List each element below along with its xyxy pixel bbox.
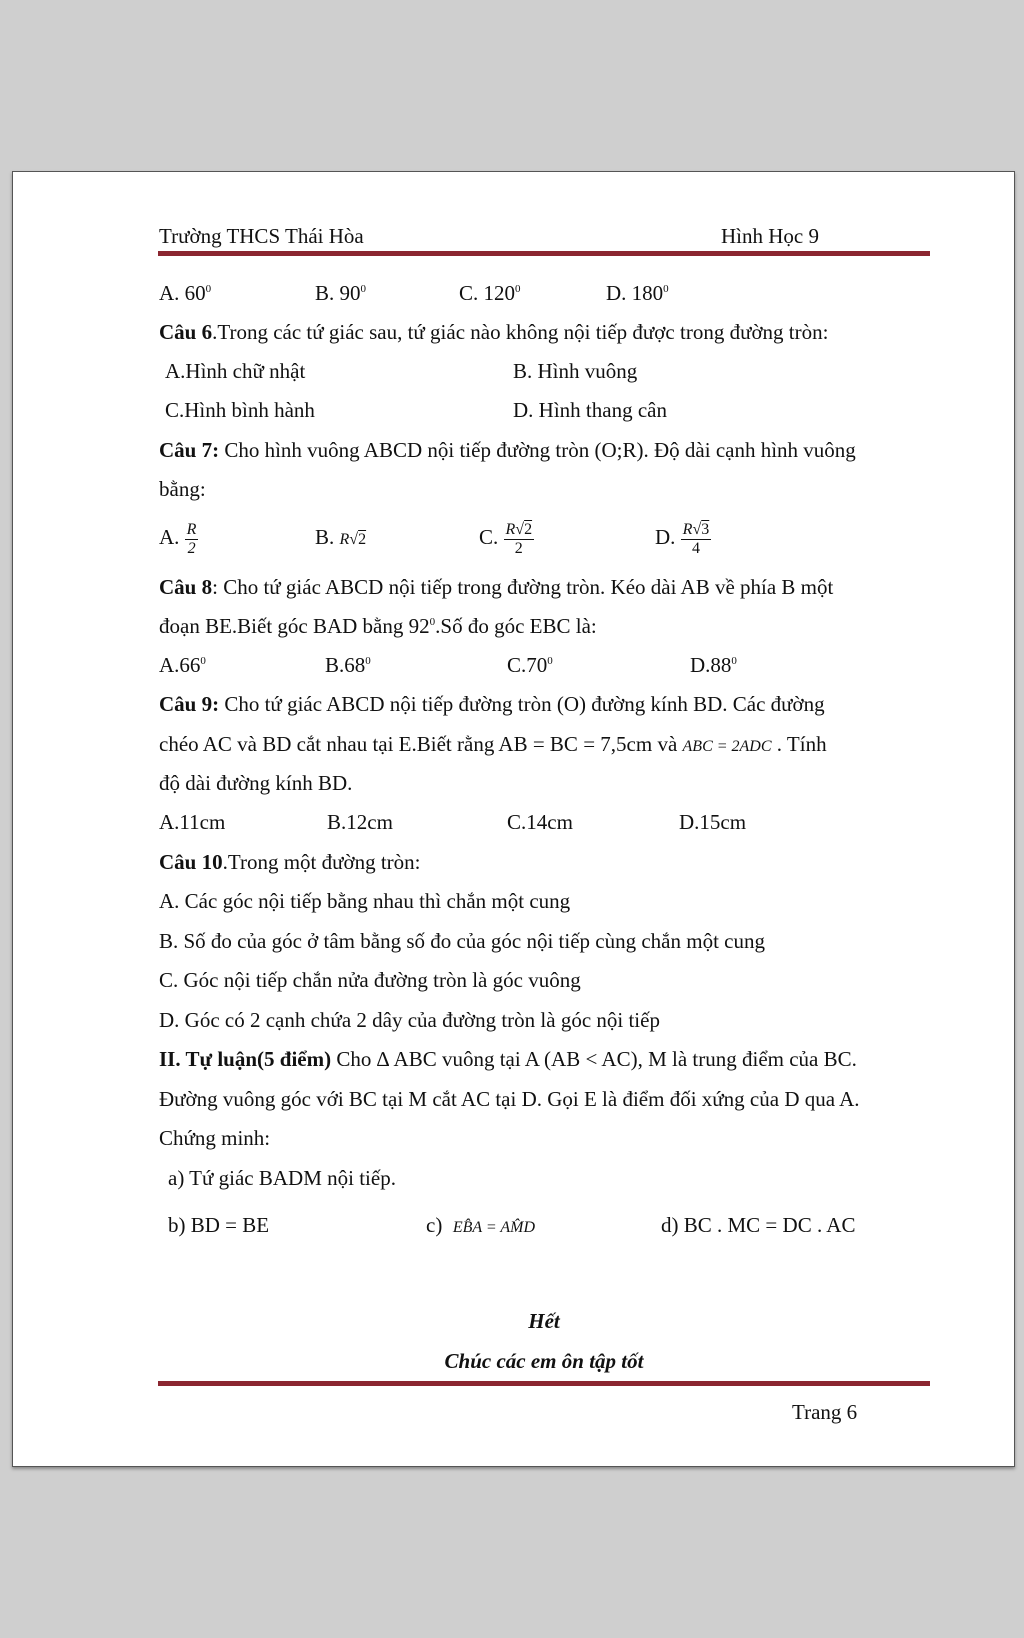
essay-prove-label: Chứng minh: [159, 1126, 271, 1150]
q9-question: Câu 9: Cho tứ giác ABCD nội tiếp đường tròn (O) đường kính BD. Các đường [159, 692, 825, 716]
q9-option-d: D.15cm [679, 810, 747, 834]
footer-rule [158, 1381, 930, 1386]
q8-question: Câu 8: Cho tứ giác ABCD nội tiếp trong đường tròn. Kéo dài AB về phía B một [159, 575, 834, 599]
q9-question-end: độ dài đường kính BD. [159, 771, 353, 795]
essay-part-c: c) EB̂A = AM̂D [426, 1213, 536, 1237]
q9-option-a: A.11cm [159, 810, 226, 834]
essay-part-d: d) BC . MC = DC . AC [661, 1213, 856, 1237]
q5-option-c: C. $120^0$ [459, 281, 521, 305]
q7-option-b: B. R√2 [315, 525, 367, 549]
q8-option-c: $C.70^0$ [507, 653, 553, 677]
q6-option-b: B. Hình vuông [513, 359, 638, 383]
q10-option-c: C. Góc nội tiếp chắn nửa đường tròn là góc vuông [159, 968, 581, 992]
header-rule [158, 251, 930, 256]
end-label: Hết [528, 1309, 560, 1333]
q8-option-a: $A.66^0$ [159, 653, 206, 677]
q7-option-c: C. $\frac{R√2}{2}$ [479, 520, 533, 557]
essay-question: II. Tự luận(5 điểm) Cho ∆ ABC vuông tại A (AB < AC), M là trung điểm của BC. [159, 1047, 857, 1071]
q10-question: Câu 10.Trong một đường tròn: [159, 850, 421, 874]
q7-option-a: A. $\frac{R}{2}$ [159, 520, 197, 557]
document-page [12, 171, 1015, 1467]
q10-option-a: A. Các góc nội tiếp bằng nhau thì chắn một cung [159, 889, 571, 913]
q5-option-b: B. $90^0$ [315, 281, 367, 305]
q5-option-a: A. $60^0$ [159, 281, 212, 305]
q10-option-d: D. Góc có 2 cạnh chứa 2 dây của đường tròn là góc nội tiếp [159, 1008, 660, 1032]
q6-option-c: C.Hình bình hành [165, 398, 315, 422]
q9-option-c: C.14cm [507, 810, 573, 834]
page-number: Trang 6 [792, 1400, 858, 1424]
q8-option-d: $D.88^0$ [690, 653, 737, 677]
q6-option-a: A.Hình chữ nhật [165, 359, 306, 383]
q9-option-b: B.12cm [327, 810, 393, 834]
q6-option-d: D. Hình thang cân [513, 398, 667, 422]
q7-question: Câu 7: Cho hình vuông ABCD nội tiếp đường tròn (O;R). Độ dài cạnh hình vuông [159, 438, 856, 462]
q7-option-d: D. $\frac{R√3}{4}$ [655, 520, 710, 557]
q8-option-b: $B.68^0$ [325, 653, 371, 677]
school-name: Trường THCS Thái Hòa [159, 224, 364, 248]
essay-part-b: b) BD = BE [168, 1213, 270, 1237]
essay-question-cont: Đường vuông góc với BC tại M cắt AC tại D. Gọi E là điểm đối xứng của D qua A. [159, 1087, 860, 1111]
subject-title: Hình Học 9 [721, 224, 819, 248]
q5-option-d: D. $180^0$ [606, 281, 669, 305]
q9-question-cont: chéo AC và BD cắt nhau tại E.Biết rằng AB = BC = 7,5cm và ABC = 2ADC . Tính [159, 732, 827, 756]
q7-question-cont: bằng: [159, 477, 206, 501]
q8-question-cont: đoạn BE.Biết góc BAD bằng $92^0.Số$ đo góc EBC là: [159, 614, 597, 638]
q6-question: Câu 6.Trong các tứ giác sau, tứ giác nào không nội tiếp được trong đường tròn: [159, 320, 829, 344]
closing-wish: Chúc các em ôn tập tốt [444, 1349, 644, 1373]
essay-part-a: a) Tứ giác BADM nội tiếp. [168, 1166, 396, 1190]
q10-option-b: B. Số đo của góc ở tâm bằng số đo của góc nội tiếp cùng chắn một cung [159, 929, 765, 953]
